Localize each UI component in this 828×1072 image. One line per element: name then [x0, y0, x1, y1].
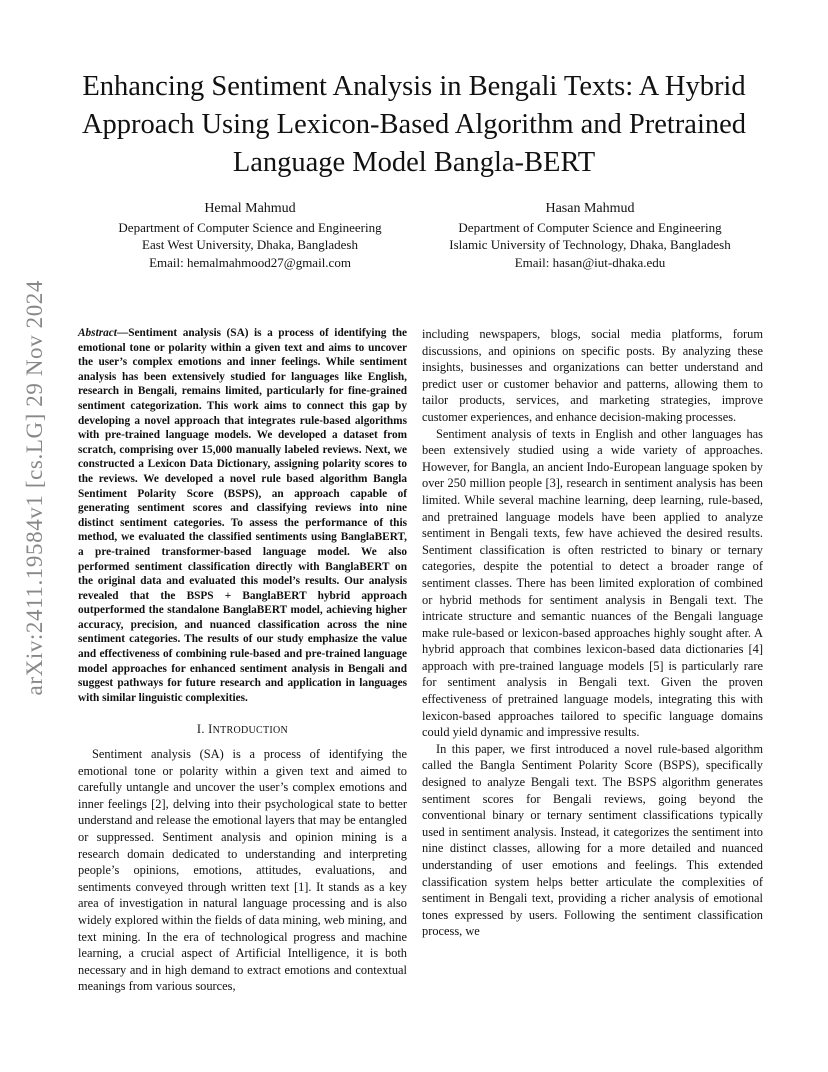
body-paragraph: Sentiment analysis (SA) is a process of identifying the emotional tone or polarity within a given text and aimed to carefully untangle and uncover the user’s complex emotions and inner feelings [2], delving into their psychological state to better understand and release the emotional layers that may be entangled or suppressed. Sentiment analysis and opinion mining is a research domain dedicated to understanding and interpreting people’s opinions, emotions, attitudes, evaluations, and sentiments conveyed through written text [1]. It stands as a key area of investigation in natural language processing and is also widely explored within the fields of data mining, web mining, and text mining. In the era of technological progress and machine learning, a crucial aspect of Artificial Intelligence, it is both necessary and in high demand to extract emotions and contextual meanings from various sources,	[78, 747, 407, 994]
author-name: Hasan Mahmud	[545, 201, 635, 216]
author-institution: East West University, Dhaka, Bangladesh	[142, 237, 358, 252]
left-column	[78, 326, 407, 995]
author-name: Hemal Mahmud	[204, 201, 296, 216]
author-department: Department of Computer Science and Engineering	[118, 219, 382, 235]
author-email: Email: hasan@iut-dhaka.edu	[514, 254, 666, 270]
section-title-rest: NTRODUCTION	[212, 725, 289, 737]
abstract	[78, 326, 407, 705]
body-paragraph: In this paper, we first introduced a novel rule-based algorithm called the Bangla Sentiment Polarity Score (BSPS), specifically designed to analyze Bengali text. The BSPS algorithm generates sentiment scores for Bengali reviews, going beyond the conventional binary or ternary sentiment classifications typically used in sentiment analysis. Instead, it categorizes the sentiment into nine distinct classes, allowing for a more detailed and nuanced understanding of user emotions and feelings. This extended classification system helps better articulate the complexities of sentiment in Bengali text, providing a richer analysis of emotional tones expressed by users. Following the sentiment classification process, we	[422, 741, 763, 939]
author-email: Email: hemalmahmood27@gmail.com	[149, 254, 351, 270]
section-title-initial: I	[208, 722, 213, 737]
section-number: I.	[196, 722, 205, 737]
body-paragraph: including newspapers, blogs, social media platforms, forum discussions, and opinions on specific posts. By analyzing these insights, businesses and organizations can better understand and predict user or customer behavior and patterns, allowing them to tailor products, services, and marketing strategies, improve customer experiences, and enhance decision-making processes.	[422, 327, 763, 424]
section-heading-introduction	[78, 721, 407, 740]
author-block-1	[100, 200, 400, 271]
author-department: Department of Computer Science and Engineering	[458, 219, 722, 235]
abstract-text: —Sentiment analysis (SA) is a process of identifying the emotional tone or polarity within a given text and aims to uncover the user’s complex emotions and inner feelings. While sentiment analysis has been extensively studied for languages like English, research in Bengali, remains limited, particularly for fine-grained sentiment categorization. This work aims to connect this gap by developing a novel approach that integrates rule-based algorithms with pre-trained language models. We developed a dataset from scratch, comprising over 15,000 manually labeled reviews. Next, we constructed a Lexicon Data Dictionary, assigning polarity scores to the reviews. We developed a novel rule based algorithm Bangla Sentiment Polarity Score (BSPS), an approach capable of generating sentiment scores and classifying reviews into nine distinct sentiment categories. To assess the performance of this method, we evaluated the classified sentiments using BanglaBERT, a pre-trained transformer-based language model. We also performed sentiment classification directly with BanglaBERT on the original data and evaluated this model’s results. Our analysis revealed that the BSPS + BanglaBERT hybrid approach outperformed the standalone BanglaBERT model, achieving higher accuracy, precision, and nuanced classification across the nine sentiment categories. The results of our study emphasize the value and effectiveness of combining rule-based and pre-trained language model approaches for enhanced sentiment analysis in Bengali and suggest pathways for future research and application in languages with similar linguistic complexities.	[78, 327, 407, 704]
abstract-label: Abstract	[78, 327, 117, 339]
arxiv-identifier-text: arXiv:2411.19584v1 [cs.LG] 29 Nov 2024	[22, 280, 47, 696]
right-column	[422, 326, 763, 940]
body-paragraph: Sentiment analysis of texts in English and other languages has been extensively studied using a wide variety of approaches. However, for Bangla, an ancient Indo-European language spoken by over 250 million people [3], research in sentiment analysis has been limited. While several machine learning, deep learning, rule-based, and pretrained language models have been applied to analyze sentiment in Bengali texts, few have achieved the desired results. Sentiment classification is often restricted to binary or ternary categories, despite the potential to detect a broader range of sentiment classes. There has been limited exploration of combined or hybrid methods for sentiment analysis in Bengali text. The intricate structure and semantic nuances of the Bengali language make rule-based or lexicon-based approaches highly sought after. A hybrid approach that combines lexicon-based data dictionaries [4] approach with pre-trained language models [5] is particularly rare for sentiment analysis in Bengali text. Given the proven effectiveness of pretrained language models, integrating this with lexicon-based approaches tailored to specific language domains could yield dynamic and impressive results.	[422, 426, 763, 740]
arxiv-identifier	[22, 280, 46, 760]
paper-title: Enhancing Sentiment Analysis in Bengali Texts: A Hybrid Approach Using Lexicon-Based Algorithm and Pretrained Language Model Bangla-BERT	[81, 71, 747, 178]
author-institution: Islamic University of Technology, Dhaka, Bangladesh	[449, 237, 731, 252]
author-block-2	[428, 200, 752, 271]
